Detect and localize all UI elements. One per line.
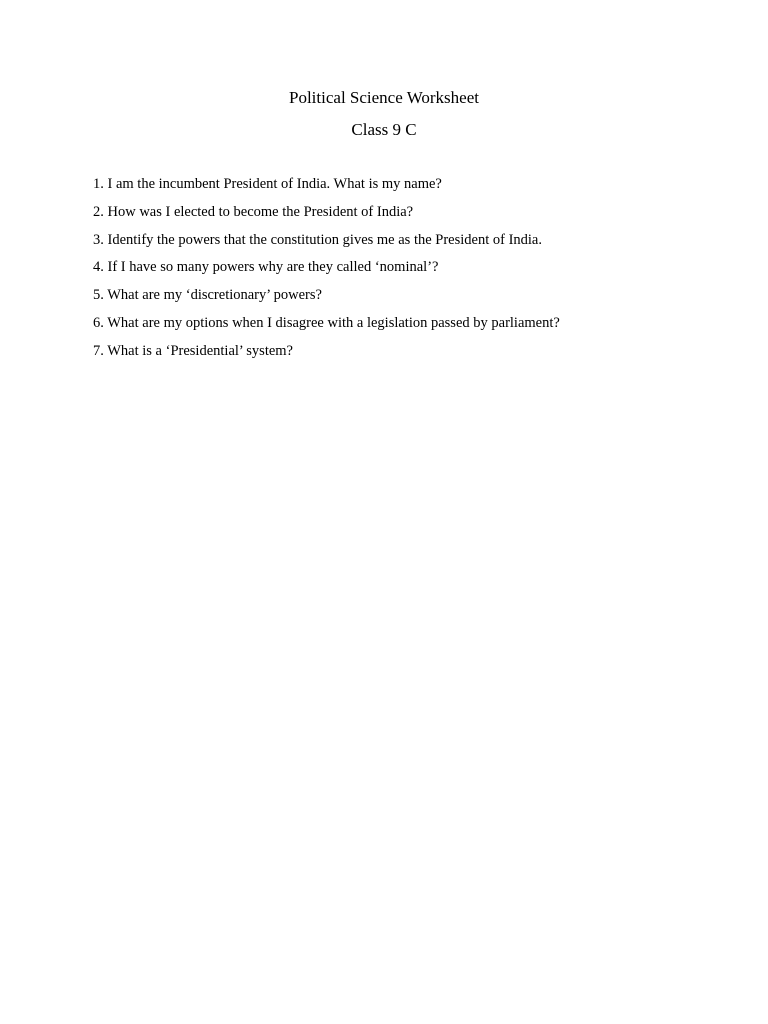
question-item-6: 6. What are my options when I disagree with a legislation passed by parliament? bbox=[93, 314, 560, 331]
worksheet-title: Political Science Worksheet bbox=[289, 88, 479, 107]
question-item-1: 1. I am the incumbent President of India. What is my name? bbox=[93, 176, 442, 192]
question-item-7: 7. What is a ‘Presidential’ system? bbox=[93, 342, 293, 359]
question-list bbox=[93, 176, 733, 371]
question-item-2: 2. How was I elected to become the President of India? bbox=[93, 203, 414, 220]
class-subtitle: Class 9 C bbox=[351, 120, 417, 139]
question-item-5: 5. What are my ‘discretionary’ powers? bbox=[93, 287, 322, 304]
question-item-3: 3. Identify the powers that the constitution gives me as the President of India. bbox=[93, 231, 542, 248]
question-item-4: 4. If I have so many powers why are they called ‘nominal’? bbox=[93, 259, 439, 276]
